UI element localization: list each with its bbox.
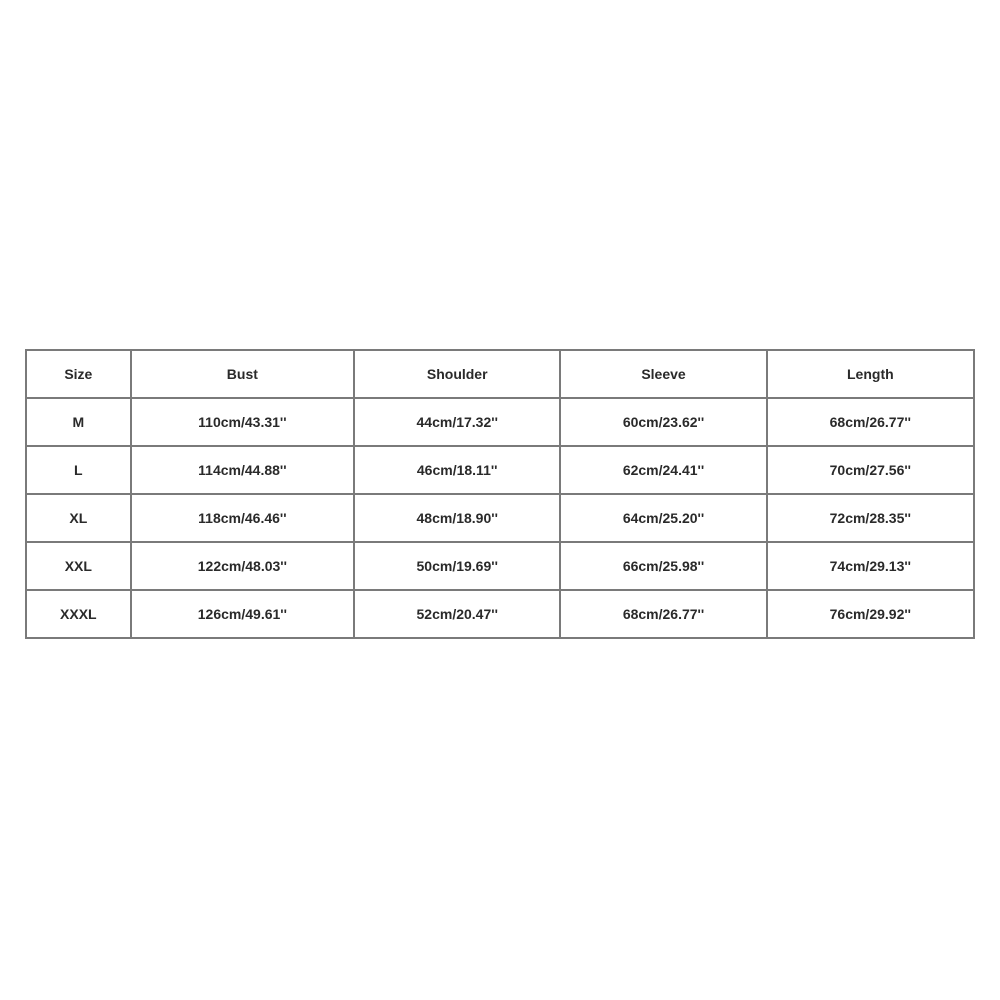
cell-sleeve: 66cm/25.98'' — [560, 542, 766, 590]
cell-shoulder: 44cm/17.32'' — [354, 398, 560, 446]
cell-size: L — [26, 446, 131, 494]
cell-size: XXL — [26, 542, 131, 590]
header-sleeve: Sleeve — [560, 350, 766, 398]
cell-bust: 118cm/46.46'' — [131, 494, 354, 542]
cell-sleeve: 60cm/23.62'' — [560, 398, 766, 446]
cell-size: XXXL — [26, 590, 131, 638]
header-length: Length — [767, 350, 974, 398]
header-shoulder: Shoulder — [354, 350, 560, 398]
cell-sleeve: 68cm/26.77'' — [560, 590, 766, 638]
header-size: Size — [26, 350, 131, 398]
cell-size: M — [26, 398, 131, 446]
table-row — [26, 398, 974, 446]
cell-shoulder: 50cm/19.69'' — [354, 542, 560, 590]
table-row — [26, 494, 974, 542]
cell-bust: 114cm/44.88'' — [131, 446, 354, 494]
cell-shoulder: 52cm/20.47'' — [354, 590, 560, 638]
cell-length: 72cm/28.35'' — [767, 494, 974, 542]
size-chart-table — [25, 349, 975, 639]
cell-sleeve: 62cm/24.41'' — [560, 446, 766, 494]
table-row — [26, 446, 974, 494]
cell-bust: 110cm/43.31'' — [131, 398, 354, 446]
cell-size: XL — [26, 494, 131, 542]
header-bust: Bust — [131, 350, 354, 398]
cell-length: 74cm/29.13'' — [767, 542, 974, 590]
cell-bust: 126cm/49.61'' — [131, 590, 354, 638]
cell-shoulder: 48cm/18.90'' — [354, 494, 560, 542]
cell-length: 70cm/27.56'' — [767, 446, 974, 494]
cell-shoulder: 46cm/18.11'' — [354, 446, 560, 494]
cell-length: 68cm/26.77'' — [767, 398, 974, 446]
table-header-row — [26, 350, 974, 398]
table-row — [26, 542, 974, 590]
cell-sleeve: 64cm/25.20'' — [560, 494, 766, 542]
table-row — [26, 590, 974, 638]
cell-length: 76cm/29.92'' — [767, 590, 974, 638]
cell-bust: 122cm/48.03'' — [131, 542, 354, 590]
